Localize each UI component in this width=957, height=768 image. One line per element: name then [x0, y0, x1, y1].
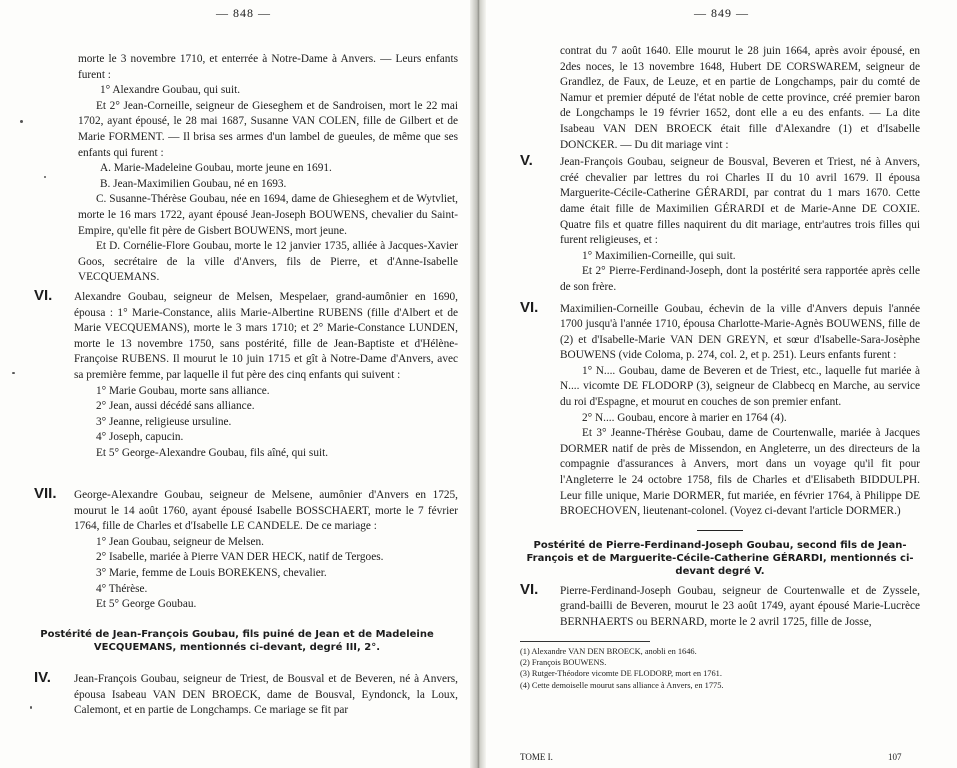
paragraph: Et D. Cornélie-Flore Goubau, morte le 12 janvier 1735, alliée à Jacques-Xavier Goos, secrétaire de la ville d'Anvers, fils de Pierre, et d'Anne-Isabelle VECQUEMANS. [78, 240, 458, 284]
footnote: (3) Rutger-Théodore vicomte DE FLODORP, mort en 1761. [520, 669, 722, 679]
footnotes [520, 641, 724, 692]
list-item: 2° Isabelle, mariée à Pierre VAN DER HECK, natif de Tergoes. [96, 551, 384, 564]
right-text-column [520, 44, 920, 691]
children-list [34, 535, 458, 613]
footnote: (2) François BOUWENS. [520, 658, 607, 667]
section-heading: Postérité de Pierre-Ferdinand-Joseph Goubau, second fils de Jean-François et de Marguerite-Cécile-Catherine GÉRARDI, mentionnés ci-devant degré V. [526, 539, 914, 577]
degree-vi-block [34, 287, 458, 462]
list-item: 1° Jean Goubau, seigneur de Melsen. [96, 535, 264, 548]
list-item: Et 5° George-Alexandre Goubau, fils aîné, qui suit. [96, 446, 329, 459]
paragraph: morte le 3 novembre 1710, et enterrée à Notre-Dame à Anvers. — Leurs enfants furent : [78, 53, 458, 81]
degree-vii-block [34, 485, 458, 613]
list-item: 4° Thérèse. [96, 582, 148, 595]
list-item: Et 3° Jeanne-Thérèse Goubau, dame de Courtenwalle, mariée à Jacques DORMER natif de près de Missendon, en Angleterre, un des directeurs de la compagnie d'assurances à Anvers, mort dans un voyage qu'il fit pour l'Angleterre le 24 octobre 1758, fils de Charles et d'Elisabeth BIDDULPH. Leur fille unique, Marie DORMER, fut mariée, en février 1764, à Philippe DE BROECHOVEN, lieutenant-colonel. (Voyez ci-devant l'article DORMER.) [560, 427, 920, 518]
paragraph: Et 2° Jean-Corneille, seigneur de Gieseghem et de Sandroisen, mort le 22 mai 1702, ayant épousé, le 28 mai 1687, Susanne VAN COLEN, fille de Gilbert et de Marie FORMENT. — Il brisa ses armes d'un lambel de gueules, de même que ses enfants qui furent : [78, 99, 458, 159]
degree-entry [520, 298, 920, 364]
list-item: 1° Alexandre Goubau, qui suit. [100, 84, 241, 97]
section-heading: Postérité de Jean-François Goubau, fils puiné de Jean et de Madeleine VECQUEMANS, mentionnés ci-devant, degré III, 2°. [40, 629, 434, 653]
degree-numeral: VI. [520, 580, 539, 598]
list-item: B. Jean-Maximilien Goubau, né en 1693. [100, 177, 287, 190]
list-item: Et 5° George Goubau. [96, 598, 197, 611]
list-item: 1° Maximilien-Corneille, qui suit. [582, 249, 736, 262]
right-page [478, 0, 957, 768]
degree-entry [34, 485, 458, 535]
degree-numeral: V. [520, 152, 533, 170]
list-item: A. Marie-Madeleine Goubau, morte jeune en 1691. [100, 162, 332, 175]
degree-numeral: VI. [34, 287, 53, 304]
list-item: 2° Jean, aussi décédé sans alliance. [96, 400, 255, 413]
footnote: (1) Alexandre VAN DEN BROECK, anobli en 1646. [520, 646, 697, 656]
degree-numeral: VI. [520, 298, 539, 316]
left-text-column [78, 52, 458, 286]
degree-numeral: VII. [34, 485, 57, 502]
degree-entry [520, 580, 920, 631]
paragraph: C. Susanne-Thérèse Goubau, née en 1694, dame de Ghieseghem et de Wytvliet, morte le 16 mars 1722, ayant épousé Jean-Joseph BOUWENS, chevalier du Saint-Empire, qu'elle fit père de Gisbert BOUWENS, mort jeune. [78, 193, 458, 237]
scan-speck [12, 372, 15, 374]
degree-entry [520, 152, 920, 249]
paragraph: contrat du 7 août 1640. Elle mourut le 28 juin 1664, après avoir épousé, en 2des noces, le 13 novembre 1648, Hubert DE CORSWAREM, seigneur de Grandlez, de Faux, de Leuze, et en partie de Longchamps, pair du comté de Namur et premier député de l'état noble de cette province, créé premier baron de Longchamps le 19 février 1652, dont elle a eu des enfants. — La dite Isabeau VAN DEN BROECK était fille d'Alexandre (1) et d'Isabelle DONCKER. — Du dit mariage vint : [560, 45, 920, 151]
scan-speck [30, 706, 32, 709]
degree-text: Maximilien-Corneille Goubau, échevin de la ville d'Anvers depuis l'année 1700 jusqu'à l'année 1710, épousa Charlotte-Marie-Agnès BOUWENS, fille de (2) et d'Isabelle-Marie VAN DEN GREYN, et sœur d'Isabelle-Sara-Josèphe BOUWENS (vide Coloma, p. 274, col. 2, et p. 251). Leurs enfants furent : [560, 302, 920, 362]
degree-entry [34, 669, 458, 719]
degree-text: Jean-François Goubau, seigneur de Bousval, Beveren et Triest, né à Anvers, créé chevalier par lettres du roi Charles II du 10 avril 1679. Il épousa Marguerite-Cécile-Catherine GÉRARDI, par contrat du 1 mars 1670. Cette dame était fille de Maximilien GÉRARDI et de Marie-Anne DE COXIE. Quatre fils et quatre filles naquirent du dit mariage, entr'autres trois filles qui furent religieuses, et : [560, 156, 920, 247]
degree-text: George-Alexandre Goubau, seigneur de Melsene, aumônier d'Anvers en 1725, mourut le 14 août 1760, ayant épousé Isabelle BOSSCHAERT, morte le 7 février 1764, fille de Charles et d'Isabelle LE CANDELE. De ce mariage : [74, 489, 458, 533]
volume-label: TOME I. [520, 752, 553, 762]
list-item: 4° Joseph, capucin. [96, 431, 184, 444]
list-item: 1° N.... Goubau, dame de Beveren et de Triest, etc., laquelle fut mariée à N.... vicomte DE FLODORP (3), seigneur de Clabbecq en Marche, au service du roi d'Espagne, et mourut en couches de son premier enfant. [560, 364, 920, 409]
folio-number: 107 [888, 752, 902, 762]
list-item: 1° Marie Goubau, morte sans alliance. [96, 384, 270, 397]
page-number: — 849 — [694, 6, 749, 20]
scan-speck [20, 120, 23, 123]
left-page [0, 0, 478, 768]
degree-text: Pierre-Ferdinand-Joseph Goubau, seigneur de Courtenwalle et de Zyssele, grand-bailli de Beveren, mourut le 23 août 1749, ayant épousé Marie-Lucrèce BERNHAERTS ou BERNARD, morte le 2 avril 1725, fille de Josse, [560, 584, 920, 628]
degree-numeral: IV. [34, 669, 51, 686]
page-number: — 848 — [216, 6, 271, 20]
degree-text: Jean-François Goubau, seigneur de Triest, de Bousval et de Beveren, né à Anvers, épousa Isabeau VAN DEN BROECK, dame de Bousval, Eyndonck, la Loux, Calemont, et en partie de Longchamps. Ce mariage se fit par [74, 673, 458, 717]
scan-speck [44, 176, 46, 178]
list-item: 3° Marie, femme de Louis BOREKENS, chevalier. [96, 566, 327, 579]
children-list [34, 384, 458, 462]
footnote: (4) Cette demoiselle mourut sans alliance à Anvers, en 1775. [520, 680, 724, 690]
list-item: 3° Jeanne, religieuse ursuline. [96, 415, 232, 428]
degree-iv-block [34, 669, 458, 719]
degree-entry [34, 287, 458, 384]
degree-text: Alexandre Goubau, seigneur de Melsen, Mespelaer, grand-aumônier en 1690, épousa : 1° Marie-Constance, aliis Marie-Albertine RUBENS (fille d'Albert et de Marie VECQUEMANS), morte le 3 mars 1710; et 2° Marie-Constance LUNDEN, morte le 13 novembre 1750, sans postérité, fille de Jean-Baptiste et d'Hélène-Françoise RUBENS. Il mourut le 10 juin 1715 et gît à Notre-Dame d'Anvers, avec sa première femme, par laquelle il fut père des cinq enfants qui suivent : [74, 291, 458, 381]
list-item: Et 2° Pierre-Ferdinand-Joseph, dont la postérité sera rapportée après celle de son frère. [560, 265, 920, 293]
list-item: 2° N.... Goubau, encore à marier en 1764 (4). [582, 411, 787, 424]
section-heading-block [14, 626, 460, 660]
separator-rule [697, 530, 743, 531]
